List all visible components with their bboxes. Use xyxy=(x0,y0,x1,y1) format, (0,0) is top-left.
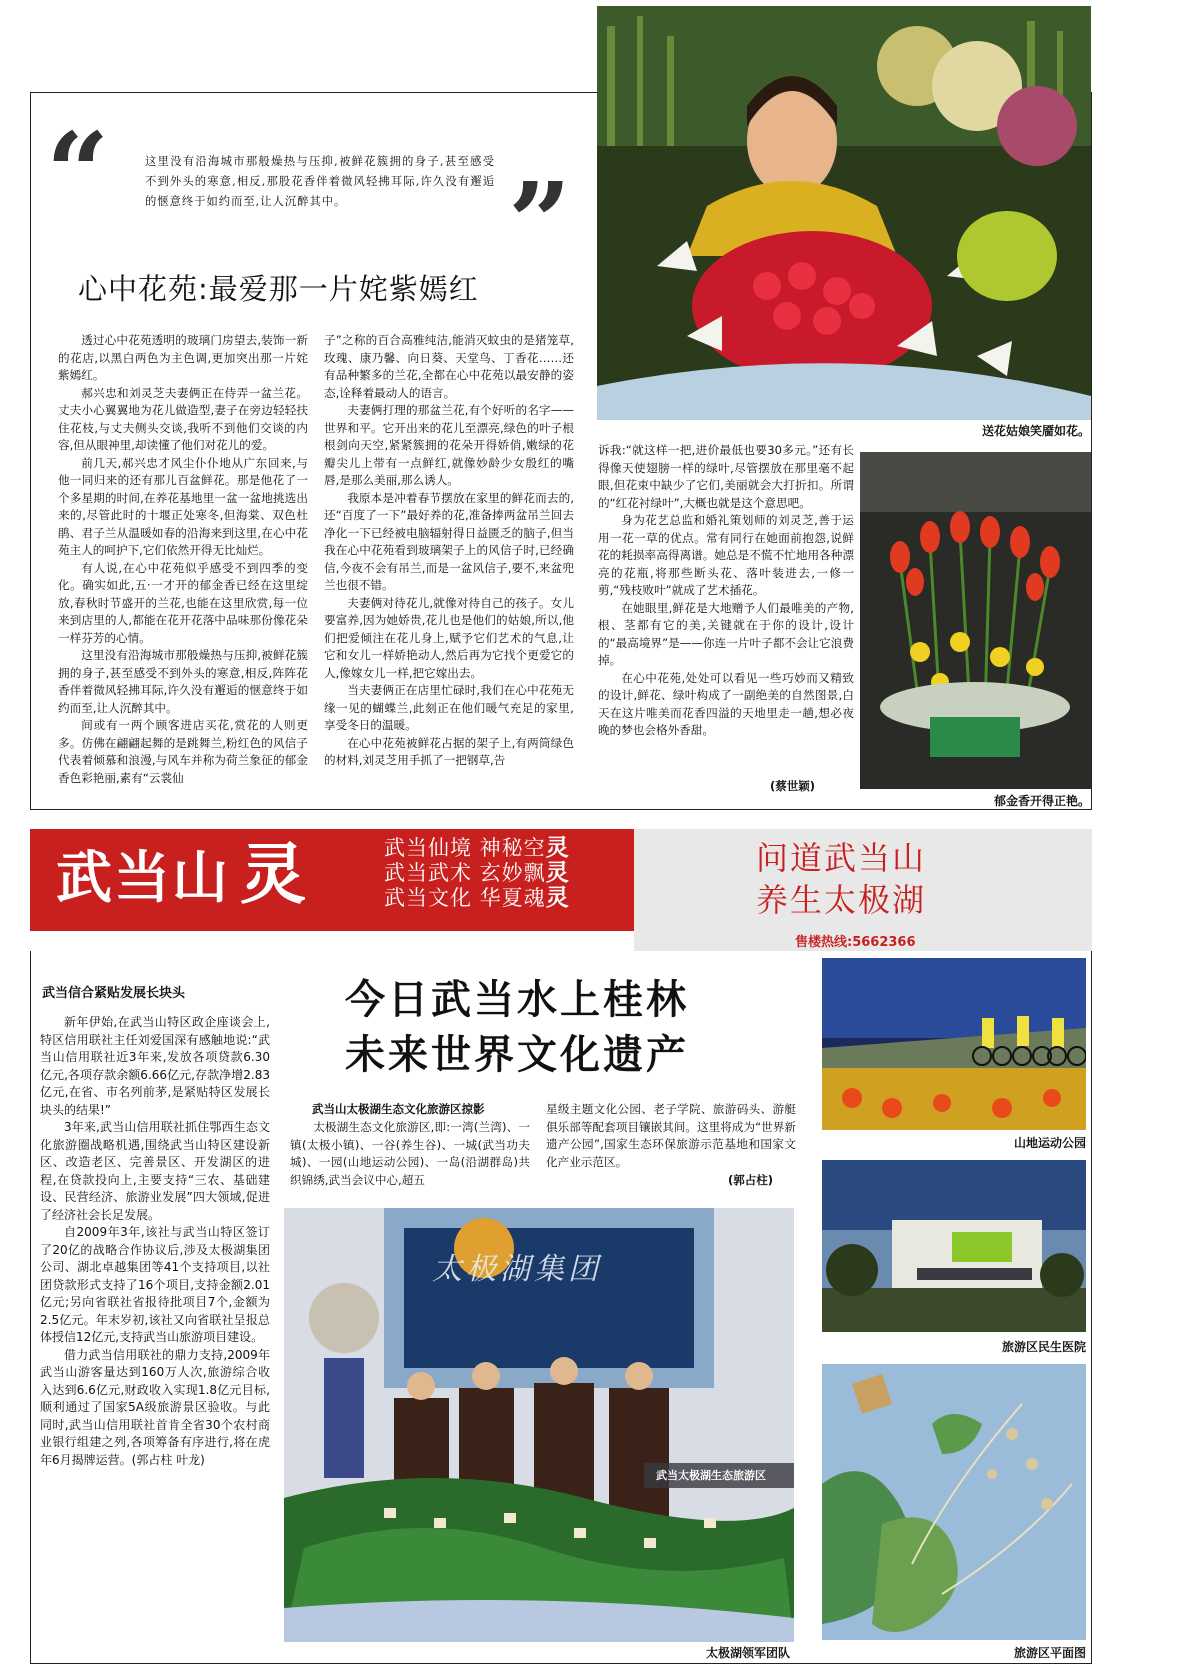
mountain-sports-park-photo xyxy=(822,958,1086,1130)
team-model-sign: 武当太极湖生态旅游区 xyxy=(656,1469,766,1482)
mid-article-title: 武当山太极湖生态文化旅游区掠影 xyxy=(312,1102,485,1116)
top-article-title: 心中花苑:最爱那一片姹紫嫣红 xyxy=(78,272,479,306)
flower-girl-photo xyxy=(597,6,1091,420)
sports-park-caption: 山地运动公园 xyxy=(1013,1136,1086,1150)
mid-col-2: 星级主题文化公园、老子学院、旅游码头、游艇俱乐部等配套项目镶嵌其间。这里将成为“世界新遗产公园”,国家生态环保旅游示范基地和国家文化产业示范区。 xyxy=(546,1102,796,1169)
banner-logo-char: 灵 xyxy=(240,836,308,913)
banner-right-line-1: 问道武当山 xyxy=(756,839,927,877)
pull-quote: 这里没有沿海城市那般燥热与压抑,被鲜花簇拥的身子,甚至感受不到外头的寒意,相反,那股花香伴着微风轻拂耳际,许久没有邂逅的惬意终于如约而至,让人沉醉其中。 xyxy=(145,155,495,208)
team-photo-caption: 太极湖领军团队 xyxy=(705,1646,790,1660)
main-headline-1: 今日武当水上桂林 xyxy=(345,976,689,1023)
slogan-line-3: 武当文化 华夏魂灵 xyxy=(384,885,570,911)
banner-logo xyxy=(56,836,308,913)
mid-byline: (郭占柱) xyxy=(728,1173,774,1187)
tulip-photo xyxy=(860,452,1091,789)
banner-logo-main: 武当山 xyxy=(56,846,230,911)
top-col-2: 子”之称的百合高雅纯洁,能消灭蚊虫的是猪笼草,玫瑰、康乃馨、向日葵、天堂鸟、丁香花……还有品种繁多的兰花,全都在心中花苑以最安静的姿态,诠释着最动人的语言。 夫妻俩打理的那盆兰花,有个好听的名字——世界和平。它开出来的花儿至漂亮,绿色的叶子根根剑向天空,紧紧簇拥的花朵开得娇俏,嫩绿的花瓣尖儿上带有一点鲜红,就像妙龄少女殷红的嘴唇,是那么美丽,那么诱人。 我原本是冲着春节摆放在家里的鲜花而去的,还“百度了一下”最好养的花,准备捧两盆吊兰回去净化一下已经被电脑辐射得日益匮乏的脑子,但当我在心中花苑看到玻璃架子上的风信子时,已经确信,今夜不会有吊兰,而是一盆风信子,要不,来盆兜兰也很不错。 夫妻俩对待花儿,就像对待自己的孩子。女儿要富养,因为她娇贵,花儿也是他们的姑娘,所以,他们把爱倾注在花儿身上,赋予它们艺术的气息,让它和女儿一样娇艳动人,然后再为它找个更爱它的人,像嫁女儿一样,把它嫁出去。 当夫妻俩正在店里忙碌时,我们在心中花苑无缘一见的蝴蝶兰,此刻正在他们暖气充足的家里,享受冬日的温暖。 在心中花苑被鲜花占据的架子上,有两筒绿色的材料,刘灵芝用手抓了一把钢草,告 xyxy=(324,333,574,767)
hospital-caption: 旅游区民生医院 xyxy=(1001,1340,1086,1354)
slogan-line-2: 武当武术 玄妙飘灵 xyxy=(384,860,570,886)
left-article-title: 武当信合紧贴发展长块头 xyxy=(42,986,186,1001)
top-col-3: 诉我:“就这样一把,进价最低也要30多元。”还有长得像天使翅膀一样的绿叶,尽管摆放在那里毫不起眼,但花束中缺少了它们,美丽就会大打折扣。所谓的“红花衬绿叶”,大概也就是这个意思吧。 身为花艺总监和婚礼策划师的刘灵芝,善于运用一花一草的优点。常有同行在她面前抱怨,说鲜花的耗损率高得离谱。她总是不慌不忙地用各种漂亮的花瓶,将那些断头花、落叶装进去,一修一剪,“残枝败叶”就成了艺术插花。 在她眼里,鲜花是大地赠予人们最唯美的产物,根、茎都有它的美,关键就在于你的设计,设计的“最高境界”是——你连一片叶子都不会让它浪费掉。 在心中花苑,处处可以看见一些巧妙而又精致的设计,鲜花、绿叶构成了一副绝美的自然图景,白天在这片唯美而花香四溢的天地里走一趟,想必夜晚的梦也会格外香甜。 xyxy=(598,443,854,737)
banner-subline-left: 创世界知名风景区 建中国山水园林城 xyxy=(58,934,276,949)
top-col-1: 透过心中花苑透明的玻璃门房望去,装饰一新的花店,以黑白两色为主色调,更加突出那一片姹紫嫣红。 郝兴忠和刘灵芝夫妻俩正在侍弄一盆兰花。丈夫小心翼翼地为花儿做造型,妻子在旁边轻轻扶住花枝,与丈夫侧头交谈,我听不到他们交谈的内容,但从眼神里,却读懂了他们对花儿的爱。 前几天,郝兴忠才风尘仆仆地从广东回来,与他一同归来的还有那儿百盆鲜花。那是他花了一个多星期的时间,在养花基地里一盆一盆地挑选出来的,尽管此时的十堰正处寒冬,但海棠、双色杜鹃、君子兰从温暖如春的沿海来到这里,在心中花苑主人的呵护下,它们依然开得无比灿烂。 有人说,在心中花苑似乎感受不到四季的变化。确实如此,五·一才开的郁金香已经在这里绽放,春秋时节盛开的兰花,也能在这里欣赏,每一位来到店里的人,都能在花开花落中品味那份像花朵一样芬芳的心情。 这里没有沿海城市那般燥热与压抑,被鲜花簇拥的身子,甚至感受不到外头的寒意,相反,阵阵花香伴着微风轻拂耳际,许久没有邂逅的惬意终于如约而至,让人沉醉其中。 间或有一两个顾客进店买花,赏花的人则更多。仿佛在翩翩起舞的是跳舞兰,粉红色的风信子代表着倾慕和浪漫,与风车并称为荷兰象征的郁金香色彩艳丽,素有“云裳仙 xyxy=(58,333,308,785)
banner-phone: 咨询电话:0719-5665396 5668567 xyxy=(376,934,611,949)
team-photo-sign: 太极湖集团 xyxy=(432,1252,602,1287)
open-quote-mark: “ xyxy=(46,108,110,237)
tulip-caption: 郁金香开得正艳。 xyxy=(993,794,1090,808)
hospital-photo xyxy=(822,1160,1086,1332)
slogan-line-1: 武当仙境 神秘空灵 xyxy=(384,835,570,861)
top-byline: (蔡世颖) xyxy=(770,779,816,793)
flower-girl-caption: 送花姑娘笑靥如花。 xyxy=(981,424,1090,438)
banner-slogans xyxy=(384,836,570,911)
mid-col-1: 太极湖生态文化旅游区,即:一湾(兰湾)、一镇(太极小镇)、一谷(养生谷)、一城(武当功夫城)、一园(山地运动公园)、一岛(沿湖群岛)共织锦绣,武当会议中心,超五 xyxy=(290,1120,530,1187)
left-article-body: 新年伊始,在武当山特区政企座谈会上,特区信用联社主任刘爱国深有感触地说:“武当山信用联社近3年来,发放各项贷款6.30亿元,各项存款余额6.66亿元,存款净增2.83亿元,在省、市名列前茅,是紧贴特区发展长块头的结果!” 3年来,武当山信用联社抓住鄂西生态文化旅游圈战略机遇,围绕武当山特区建设新区、改造老区、完善景区、开发湖区的进程,在贷款投向上,主要支持“三农、基础建设、民营经济、旅游业发展”四大领域,促进了经济社会长足发展。 自2009年3年,该社与武当山特区签订了20亿的战略合作协议后,涉及太极湖集团公司、湖北卓越集团等41个支持项目,以社团贷款形式支持了16个项目,支持金额2.01亿元;另向省联社省报待批项目7个,金额为2.5亿元。年末岁初,该社又向省联社呈报总体授信12亿元,支持武当山旅游项目建设。 借力武当信用联社的鼎力支持,2009年武当山游客量达到160万人次,旅游综合收入达到6.6亿元,财政收入实现1.8亿元目标,顺利通过了国家5A级旅游景区验收。与此同时,武当山信用联社首肯全省30个农村商业银行组建之列,各项筹备有序进行,将在虎年6月揭牌运营。(郭占柱 叶龙) xyxy=(40,1015,270,1467)
close-quote-mark: ” xyxy=(508,158,572,287)
plan-map-caption: 旅游区平面图 xyxy=(1013,1646,1086,1660)
banner-right-line-2: 养生太极湖 xyxy=(756,881,927,919)
plan-map-photo xyxy=(822,1364,1086,1640)
banner-hotline: 售楼热线:5662366 xyxy=(795,935,916,950)
main-headline-2: 未来世界文化遗产 xyxy=(345,1031,689,1078)
